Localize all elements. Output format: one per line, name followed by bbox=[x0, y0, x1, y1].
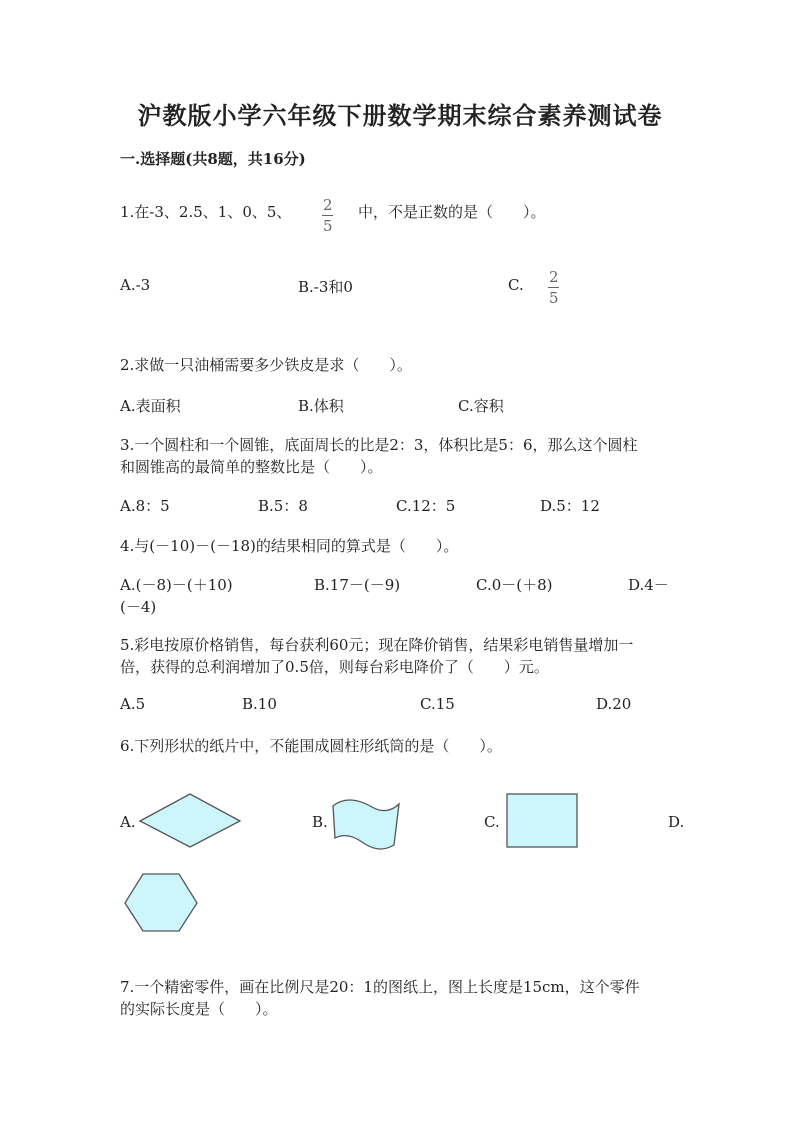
question-6-option-b: B. bbox=[312, 813, 328, 831]
question-4-option-a: A.(－8)－(＋10) bbox=[120, 576, 233, 594]
question-5-option-a: A.5 bbox=[120, 695, 146, 713]
question-3-line-1: 3.一个圆柱和一个圆锥，底面周长的比是2：3，体积比是5：6，那么这个圆柱 bbox=[120, 436, 638, 454]
page-title: 沪教版小学六年级下册数学期末综合素养测试卷 bbox=[137, 101, 663, 130]
fraction-denominator: 5 bbox=[323, 217, 333, 235]
question-3-option-b: B.5：8 bbox=[258, 497, 308, 515]
question-6-option-d: D. bbox=[668, 813, 685, 831]
question-3-line-2: 和圆锥高的最简单的整数比是（ ）。 bbox=[120, 458, 383, 476]
question-5-option-c: C.15 bbox=[420, 695, 455, 713]
question-4-option-b: B.17－(－9) bbox=[314, 576, 401, 594]
wavy-flag-shape bbox=[333, 800, 399, 849]
question-7-line-2: 的实际长度是（ ）。 bbox=[120, 1000, 278, 1018]
question-3-option-d: D.5：12 bbox=[540, 497, 600, 515]
fraction-numerator: 2 bbox=[549, 268, 559, 286]
question-4-option-d: D.4－ bbox=[628, 576, 669, 594]
question-4-text: 4.与(－10)－(－18)的结果相同的算式是（ ）。 bbox=[120, 537, 459, 555]
question-5-line-2: 倍，获得的总利润增加了0.5倍，则每台彩电降价了（ ）元。 bbox=[120, 658, 549, 676]
question-2-text: 2.求做一只油桶需要多少铁皮是求（ ）。 bbox=[120, 356, 412, 374]
section-heading: 一.选择题(共8题，共16分) bbox=[120, 150, 306, 168]
question-1-text-after: 中，不是正数的是（ ）。 bbox=[358, 203, 546, 221]
question-1-text-before: 1.在-3、2.5、1、0、5、 bbox=[120, 203, 292, 221]
question-4-option-d-continued: (－4) bbox=[120, 598, 157, 616]
question-5-option-b: B.10 bbox=[242, 695, 277, 713]
question-6-option-c: C. bbox=[484, 813, 500, 831]
question-2-option-b: B.体积 bbox=[298, 397, 344, 415]
question-6-option-a: A. bbox=[120, 813, 136, 831]
rhombus-shape bbox=[140, 794, 240, 847]
question-4-option-c: C.0－(＋8) bbox=[476, 576, 553, 594]
question-7-line-1: 7.一个精密零件，画在比例尺是20：1的图纸上，图上长度是15cm，这个零件 bbox=[120, 978, 640, 996]
question-1-option-b: B.-3和0 bbox=[298, 278, 353, 296]
question-2-option-c: C.容积 bbox=[458, 397, 504, 415]
question-1-option-c: C. bbox=[508, 276, 524, 294]
fraction-numerator: 2 bbox=[323, 196, 333, 214]
question-6-text: 6.下列形状的纸片中，不能围成圆柱形纸筒的是（ ）。 bbox=[120, 737, 502, 755]
hexagon-shape bbox=[125, 874, 197, 931]
rectangle-shape bbox=[507, 794, 577, 847]
question-5-option-d: D.20 bbox=[596, 695, 632, 713]
fraction-denominator: 5 bbox=[549, 289, 559, 307]
question-2-option-a: A.表面积 bbox=[120, 397, 181, 415]
question-5-line-1: 5.彩电按原价格销售，每台获利60元；现在降价销售，结果彩电销售量增加一 bbox=[120, 636, 634, 654]
question-1-option-a: A.-3 bbox=[120, 276, 151, 294]
question-3-option-c: C.12：5 bbox=[396, 497, 456, 515]
question-3-option-a: A.8：5 bbox=[120, 497, 170, 515]
